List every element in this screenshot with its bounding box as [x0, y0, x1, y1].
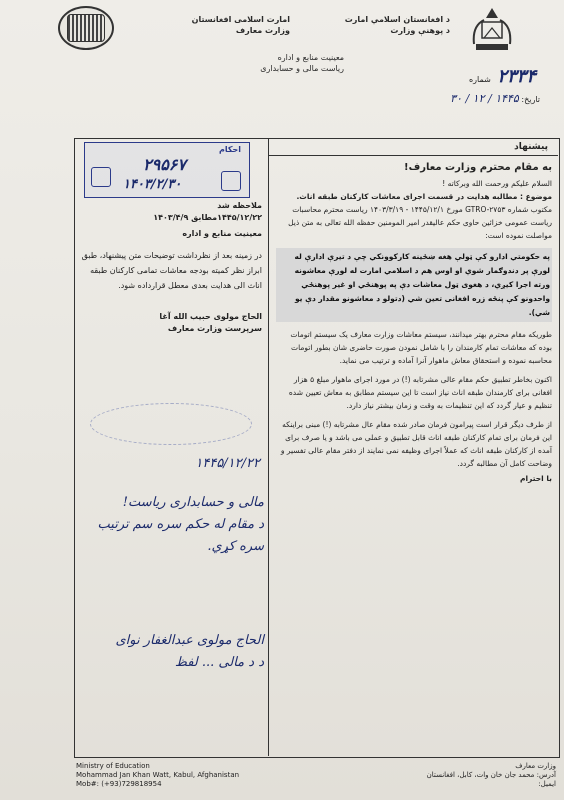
signature-line-2: د د مالی ... لفظ [174, 655, 264, 670]
proposal-salutation: به مقام محترم وزارت معارف! [404, 162, 552, 173]
proposal-subject: موضوع : مطالبه هدایت در قسمت اجرای معاشات کارکنان طبقه اناث. [296, 192, 552, 201]
stamp-seal-icon [91, 167, 111, 187]
emirate-emblem-right [462, 4, 522, 60]
footer-email-dari: ایمیل: [538, 780, 556, 788]
ministry-emblem-left [58, 6, 114, 50]
header-center-line-1: معینیت منابع و اداره [277, 53, 344, 62]
header-right-line-2: د پوهنې وزارت [390, 26, 450, 35]
handwritten-date: ۱۴۴۵/۱۲/۲۲ [195, 456, 260, 471]
stamp-date: ۱۴۰۳/۲/۳۰ [123, 177, 182, 192]
registration-stamp [84, 142, 250, 198]
header-right-block [330, 14, 450, 36]
letter-number-value: ۲۳۳۴ [497, 66, 536, 87]
official-seal-mark [90, 403, 252, 445]
handwritten-signature [80, 630, 264, 674]
stamp-number: ۲۹۵۶۷ [143, 155, 186, 174]
proposal-block [276, 162, 552, 485]
header-center-line-2: ریاست مالی و حسابداری [260, 64, 344, 73]
ruling-block [80, 200, 262, 335]
letter-date-label: تاریخ: [521, 95, 540, 104]
footer-phone: Mob#: (+93)729818954 [76, 780, 162, 788]
ruling-signer-title: سرپرست وزارت معارف [167, 324, 262, 333]
column-divider [268, 138, 269, 756]
footer-ministry: Ministry of Education [76, 762, 150, 770]
handwritten-line-2: د مقام له حکم سره سم ترتیب [97, 517, 264, 532]
header-left-block [150, 14, 290, 36]
proposal-paragraph-3: اکنون بخاطر تطبیق حکم مقام عالی مشرتابه (!) در مورد اجرای ماهوار مبلغ ۵ هزار افغانی برای کارمندان طبقه اناث نیاز است تا این سیستم مطابق به معاش تعیین شده تنظیم و عیار گردد که این تنظیمات به وقت و زمان بیشتر نیاز دارد. [288, 375, 552, 410]
signature-line-1: الحاج مولوی عبدالغفار نوای [115, 633, 264, 648]
handwritten-instruction [78, 492, 264, 558]
header-left-line-1: امارت اسلامی افغانستان [191, 15, 290, 24]
footer-dari [356, 762, 556, 789]
proposal-paragraph-2: طوریکه مقام محترم بهتر میدانند، سیستم معاشات وزارت معارف یک سیستم اتومات بوده که معاشات تمام کارمندان را با شامل نمودن صورت حاضری شان بطور اتومات محاسبه نموده و استحقاق معاش ماهوار آنرا آماده و ترتیب می نماید. [290, 330, 552, 365]
proposal-column-title: پیشنهاد [514, 142, 548, 152]
stamp-emblem-icon [221, 171, 241, 191]
ruling-office: معینیت منابع و اداره [182, 229, 262, 238]
handwritten-line-1: مالی و حسابداری ریاست! [122, 495, 264, 510]
stamp-title: احکام [218, 145, 241, 154]
ruling-signer-name: الحاج مولوی حبیب الله آغا [159, 312, 262, 321]
proposal-greeting: السلام علیکم ورحمت الله وبرکاته ! [442, 179, 552, 188]
proposal-paragraph-4: از طرف دیگر قرار است پیرامون فرمان صادر شده مقام عال مشرتابه (!) مبنی براینکه این فرمان برای تمام کارکنان طبقه اناث قابل تطبیق و عملی می باشد و یا صرف برای آمده از کارکنان طبقه اناث که عملاً اجرای وظیفه نمی نمایند از دفتر مقام عالی تفسیر و وضاحت کامل آن مطالبه گردد. [280, 420, 552, 468]
footer-address-dari: آدرس: محمد جان خان وات، کابل، افغانستان [426, 771, 556, 779]
proposal-quoted-decree: په حکومتي ادارو کې ټولې هغه ښځينه کارکوونکي چې د تیرې ادارې له لورې پر دندوګمار شوي او اوس هم د اسلامي امارت له لورې معاشونه ورته اجرا کیږي، د هغوی ټول معاشات دې په پوهنځي او غیر پوهنځي واحدونو کې پنځه زره افغانی تعین شي (دتولو د معاشونو مقدار دې یو شي). [276, 248, 552, 322]
proposal-column-header [268, 138, 558, 156]
letter-number-row [440, 66, 536, 87]
handwritten-line-3: سره کړي. [207, 539, 264, 554]
footer-address: Mohammad Jan Khan Watt, Kabul, Afghanistan [76, 771, 240, 779]
ruling-date: ۱۴۴۵/۱۲/۲۲مطابق ۱۴۰۳/۴/۹ [153, 213, 262, 222]
footer-english [76, 762, 296, 789]
header-center-block [214, 52, 344, 74]
header-left-line-2: وزارت معارف [235, 26, 290, 35]
letter-number-label: شماره [468, 75, 491, 84]
proposal-paragraph-1: مکتوب شماره GTRO-۲۷۵۳ مورخ ۱۴۴۵/۱۲/۱ - ۱۴۰۳/۳/۱۹ ریاست محترم محاسبات ریاست عمومی خزائین حاوی حکم عالیقدر امیر المومنین حفظه الله تعالی به متن ذیل مواصلت نموده است: [288, 205, 552, 240]
ruling-note: ملاحظه شد [217, 201, 262, 210]
proposal-closing: با احترام [519, 474, 552, 483]
letter-date-value: ۱۴۴۵ / ۱۲ / ۳۰ [450, 92, 519, 105]
letter-date-row [400, 92, 540, 105]
ruling-body: در زمینه بعد از نظرداشت توضیحات متن پیشنهاد، طبق ابراز نظر کمیته بودجه معاشات تمامی کارکنان طبقه اناث الی هدایت بعدی معطل قرارداده شود. [81, 251, 262, 290]
footer-ministry-dari: وزارت معارف [515, 762, 556, 770]
header-right-line-1: د افغانستان اسلامي امارت [344, 15, 450, 24]
